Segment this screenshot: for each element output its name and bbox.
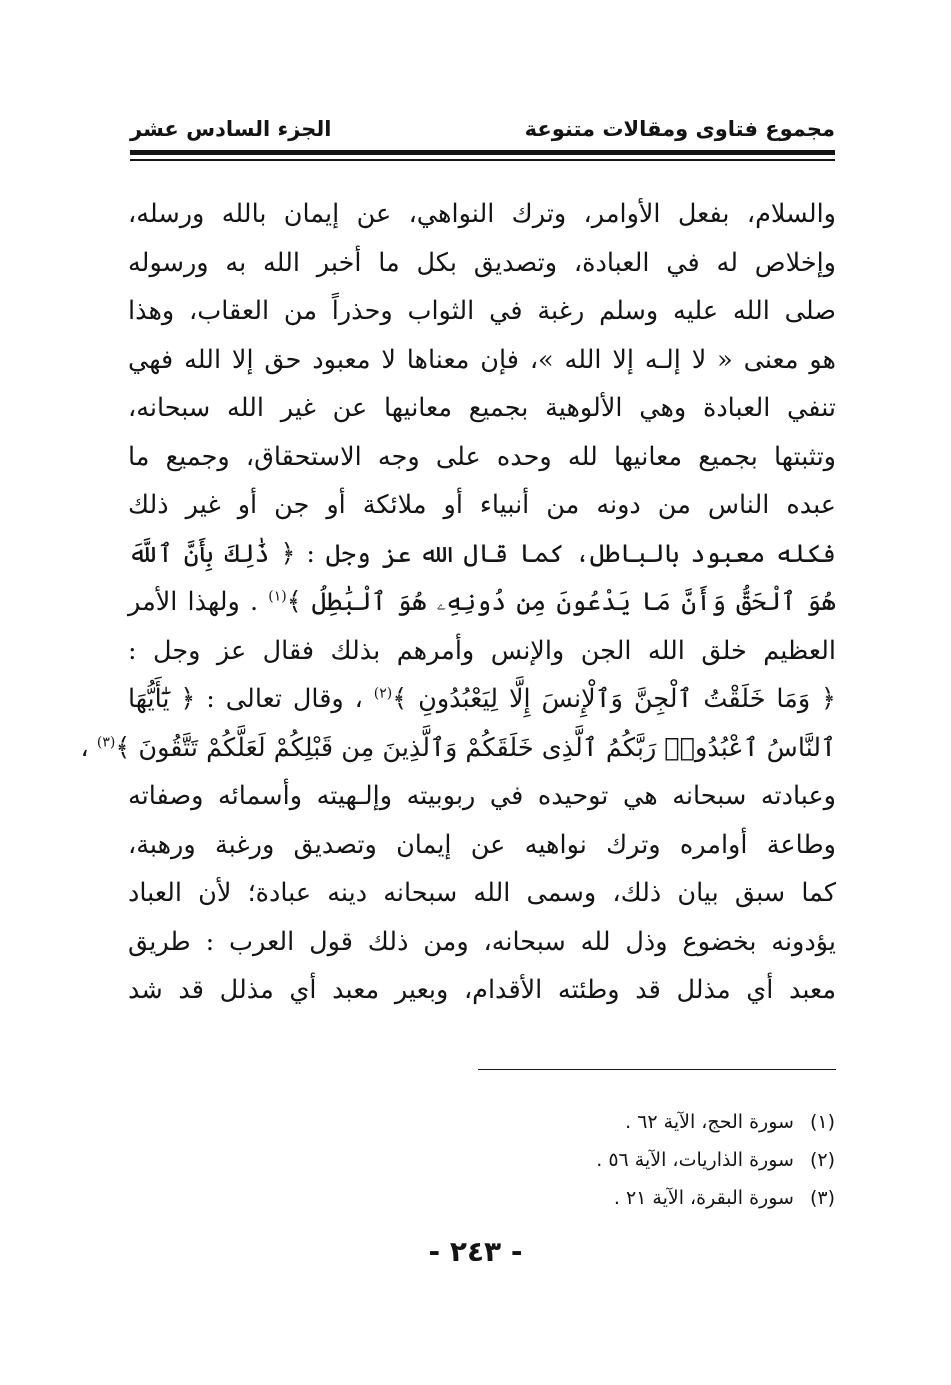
body-line: وإخلاص له في العبادة، وتصديق بكل ما أخبر الله به ورسوله — [128, 247, 836, 278]
quran-verse: ٱلنَّاسُ ٱعْبُدُوا۟ رَبَّكُمُ ٱلَّذِى خَلَقَكُمْ وَٱلَّذِينَ مِن قَبْلِكُمْ لَعَلَّكُمْ تَتَّقُونَ ﴾ — [115, 732, 836, 763]
footnote — [596, 1141, 835, 1179]
body-line: كما سبق بيان ذلك، وسمى الله سبحانه دينه عبادة؛ لأن العباد — [128, 878, 836, 908]
body-text — [80, 190, 836, 1015]
footnote-ref: (٣) — [96, 734, 116, 750]
body-text-tail: ، — [80, 732, 89, 763]
body-line: العظيم خلق الله الجن والإنس وأمرهم بذلك فقال عز وجل : — [128, 635, 836, 666]
body-line: والسلام، بفعل الأوامر، وترك النواهي، عن إيمان بالله ورسله، — [128, 199, 836, 229]
footnote — [596, 1179, 835, 1217]
footnote-text: سورة الذاريات، الآية ٥٦ . — [596, 1149, 794, 1171]
footnote-text: سورة البقرة، الآية ٢١ . — [613, 1187, 794, 1209]
body-line: وعبادته سبحانه هي توحيده في ربوبيته وإلـهيته وأسمائه وصفاته — [128, 781, 836, 811]
footnote-ref: (٢) — [373, 685, 393, 702]
body-line: تنفي العبادة وهي الألوهية بجميع معانيها عن غير الله سبحانه، — [128, 393, 836, 423]
body-line: وتثبتها بجميع معانيها لله وحده على وجه الاستحقاق، وجميع ما — [128, 441, 836, 472]
footnotes — [596, 1103, 835, 1217]
footnote-number: (١) — [809, 1111, 835, 1133]
body-line: معبد أي مذلل قد وطئته الأقدام، وبعير معبد أي مذلل قد شد — [128, 975, 836, 1005]
body-line: عبده الناس من دونه من أنبياء أو ملائكة أو جن أو غير ذلك — [128, 490, 836, 520]
body-line: وطاعة أوامره وترك نواهيه عن إيمان وتصديق ورغبة ورهبة، — [128, 829, 836, 860]
quran-verse: هُوَ ٱلْحَقُّ وَأَنَّ مَا يَدْعُونَ مِن دُونِهِۦ هُوَ ٱلْبَٰطِلُ ﴾ — [286, 587, 836, 617]
book-title: مجموع فتاوى ومقالات متنوعة — [524, 117, 835, 141]
footnote-number: (٣) — [809, 1187, 835, 1209]
body-text-tail: . ولهذا الأمر — [128, 587, 259, 617]
body-line: هو معنى « لا إلـه إلا الله »، فإن معناها لا معبود حق إلا الله فهي — [128, 344, 836, 375]
body-line-quran — [128, 675, 836, 724]
header-rule-thin — [130, 159, 835, 161]
page-number: - ٢٤٣ - — [428, 1235, 523, 1268]
running-header — [130, 112, 835, 146]
footnote — [596, 1103, 835, 1141]
footnote-number: (٢) — [809, 1149, 835, 1171]
body-line: فكله معبود بالباطل، كما قال الله عز وجل : ﴿ ذَٰلِكَ بِأَنَّ ٱللَّهَ — [128, 538, 836, 569]
body-line-quran — [80, 724, 836, 773]
body-text-tail: ، وقال تعالى : ﴿ يَٰٓأَيُّهَا — [128, 684, 363, 714]
header-rule-thick — [130, 150, 835, 155]
body-line: يؤدونه بخضوع وذل لله سبحانه، ومن ذلك قول العرب : طريق — [128, 926, 836, 957]
volume-label: الجزء السادس عشر — [130, 117, 332, 141]
body-line: صلى الله عليه وسلم رغبة في الثواب وحذراً من العقاب، وهذا — [128, 296, 836, 326]
body-line-quran — [128, 578, 836, 627]
footnote-separator — [478, 1069, 836, 1070]
quran-verse: ﴿ وَمَا خَلَقْتُ ٱلْجِنَّ وَٱلْإِنسَ إِلَّا لِيَعْبُدُونِ ﴾ — [392, 684, 836, 714]
footnote-ref: (١) — [268, 588, 287, 605]
footnote-text: سورة الحج، الآية ٦٢ . — [625, 1111, 794, 1133]
